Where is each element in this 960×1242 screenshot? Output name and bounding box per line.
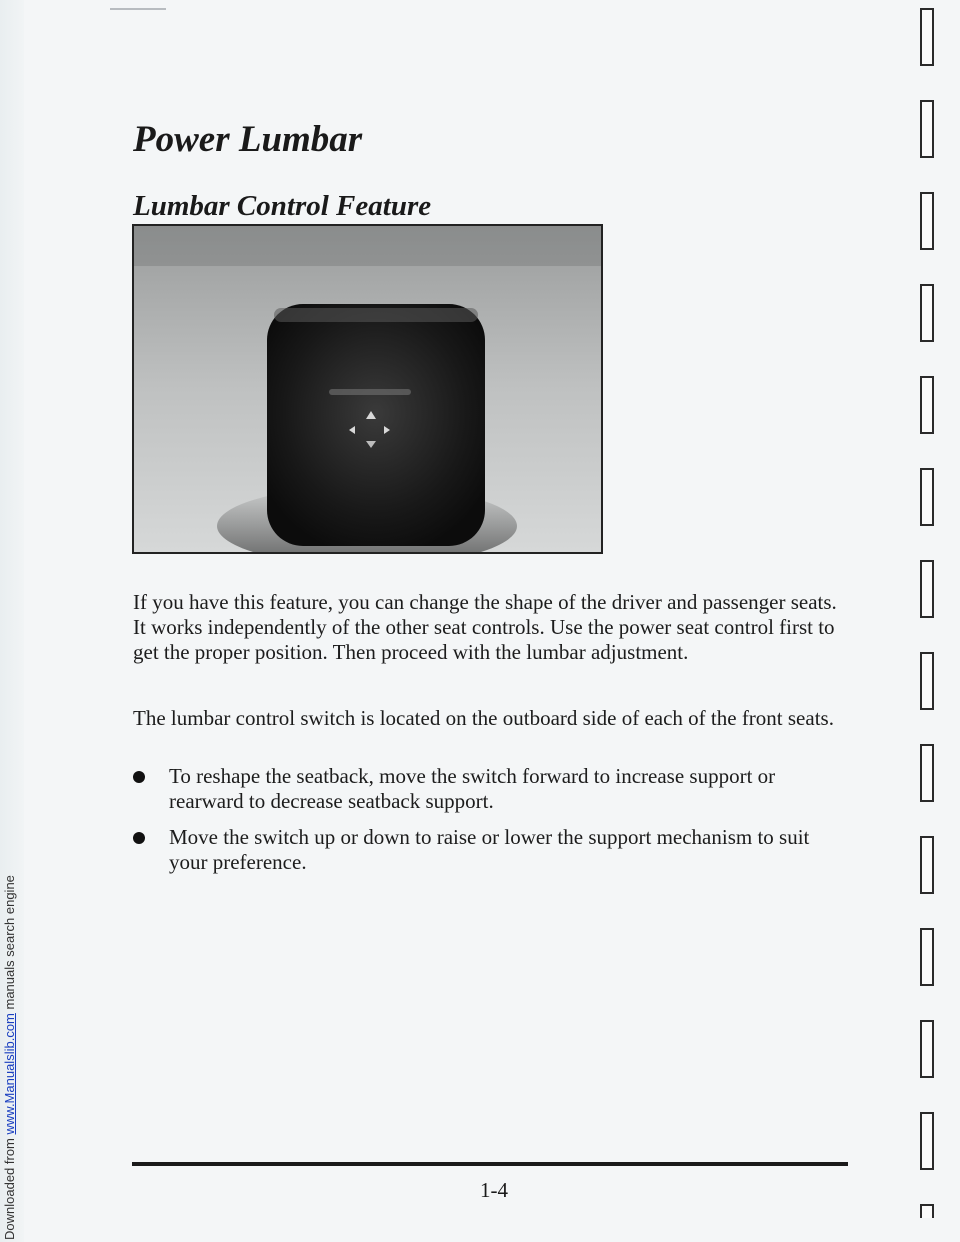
index-tab bbox=[920, 836, 934, 894]
index-tab bbox=[920, 1204, 934, 1218]
watermark-prefix: Downloaded from bbox=[2, 1134, 17, 1240]
index-tab bbox=[920, 1112, 934, 1170]
list-item-text: To reshape the seatback, move the switch forward to increase support or rearward to decrease seatback support. bbox=[169, 764, 776, 813]
location-paragraph: The lumbar control switch is located on the outboard side of each of the front seats. bbox=[133, 706, 834, 730]
top-scan-mark bbox=[110, 8, 166, 10]
instruction-list bbox=[133, 764, 853, 886]
lumbar-switch-photo bbox=[132, 224, 603, 554]
list-item-text: Move the switch up or down to raise or lower the support mechanism to suit your preference. bbox=[169, 825, 810, 874]
index-tab bbox=[920, 928, 934, 986]
index-tab bbox=[920, 652, 934, 710]
index-tab bbox=[920, 284, 934, 342]
index-tab bbox=[920, 744, 934, 802]
list-item bbox=[133, 825, 853, 875]
page-title: Power Lumbar bbox=[133, 119, 363, 160]
manualslib-link[interactable]: www.Manualslib.com bbox=[2, 1013, 17, 1135]
index-tab bbox=[920, 8, 934, 66]
index-tab bbox=[920, 192, 934, 250]
lumbar-switch-illustration bbox=[134, 226, 601, 552]
index-tab bbox=[920, 100, 934, 158]
index-tab bbox=[920, 1020, 934, 1078]
index-tab bbox=[920, 468, 934, 526]
watermark-text bbox=[2, 875, 17, 1240]
intro-paragraph: If you have this feature, you can change the shape of the driver and passenger seats. It works independently of the other seat controls. Use the power seat control first to get the proper position. Then proceed with the lumbar adjustment. bbox=[133, 590, 837, 664]
footer-rule bbox=[132, 1162, 848, 1166]
section-subtitle: Lumbar Control Feature bbox=[133, 190, 432, 222]
list-item bbox=[133, 764, 853, 814]
bullet-icon bbox=[133, 771, 145, 783]
watermark-suffix: manuals search engine bbox=[2, 875, 17, 1014]
page-number: 1-4 bbox=[480, 1178, 508, 1202]
bullet-icon bbox=[133, 832, 145, 844]
index-tab bbox=[920, 560, 934, 618]
index-tab bbox=[920, 376, 934, 434]
